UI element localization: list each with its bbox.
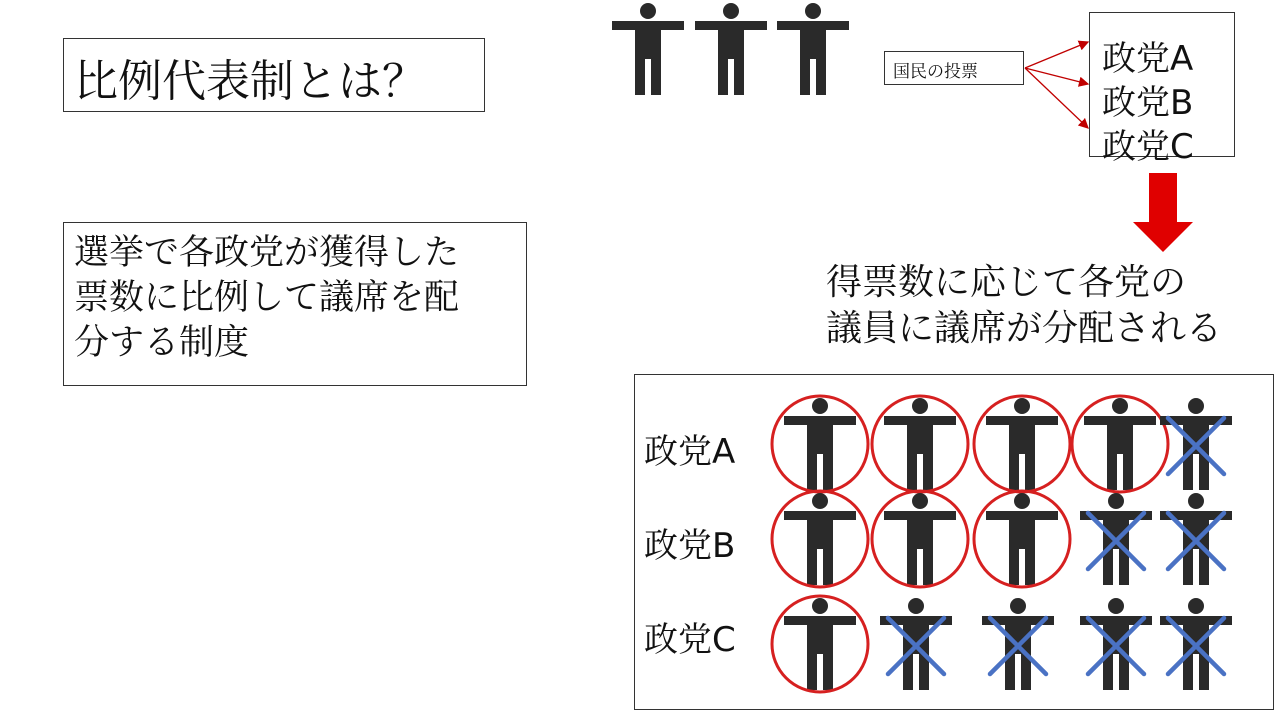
seat-grid: [772, 396, 1232, 692]
party-list-item-c: 政党C: [1102, 127, 1194, 167]
seat-candidate: [974, 396, 1070, 492]
person-icon: [777, 3, 849, 95]
seat-candidate: [974, 491, 1070, 587]
definition-text: 選挙で各政党が獲得した 票数に比例して議席を配 分する制度: [74, 233, 460, 363]
seat-candidate: [1080, 598, 1152, 690]
row-label-c: 政党C: [644, 620, 736, 660]
result-text: 得票数に応じて各党の 議員に議席が分配される: [826, 262, 1223, 349]
seat-candidate: [1160, 398, 1232, 490]
seat-candidate: [1072, 396, 1168, 492]
seat-candidate: [982, 598, 1054, 690]
vote-arrows: [1025, 42, 1088, 128]
person-icon: [695, 3, 767, 95]
party-list-item-b: 政党B: [1102, 83, 1194, 123]
person-icon: [784, 398, 856, 490]
row-label-b: 政党B: [644, 526, 736, 566]
person-icon: [986, 493, 1058, 585]
seat-candidate: [772, 596, 868, 692]
person-icon: [784, 598, 856, 690]
vote-label: 国民の投票: [893, 62, 978, 82]
seat-candidate: [772, 396, 868, 492]
seat-candidate: [1160, 598, 1232, 690]
seat-candidate: [1160, 493, 1232, 585]
seat-candidate: [1080, 493, 1152, 585]
row-label-a: 政党A: [644, 432, 736, 472]
person-icon: [884, 493, 956, 585]
seat-candidate: [772, 491, 868, 587]
party-list-item-a: 政党A: [1102, 39, 1194, 79]
seat-candidate: [872, 491, 968, 587]
seat-candidate: [880, 598, 952, 690]
person-icon: [884, 398, 956, 490]
person-icon: [1084, 398, 1156, 490]
seat-candidate: [872, 396, 968, 492]
page-title: 比例代表制とは？: [74, 56, 426, 107]
person-icon: [784, 493, 856, 585]
person-icon: [612, 3, 684, 95]
down-arrow-icon: [1133, 173, 1193, 252]
voter-group: [612, 3, 849, 95]
person-icon: [986, 398, 1058, 490]
